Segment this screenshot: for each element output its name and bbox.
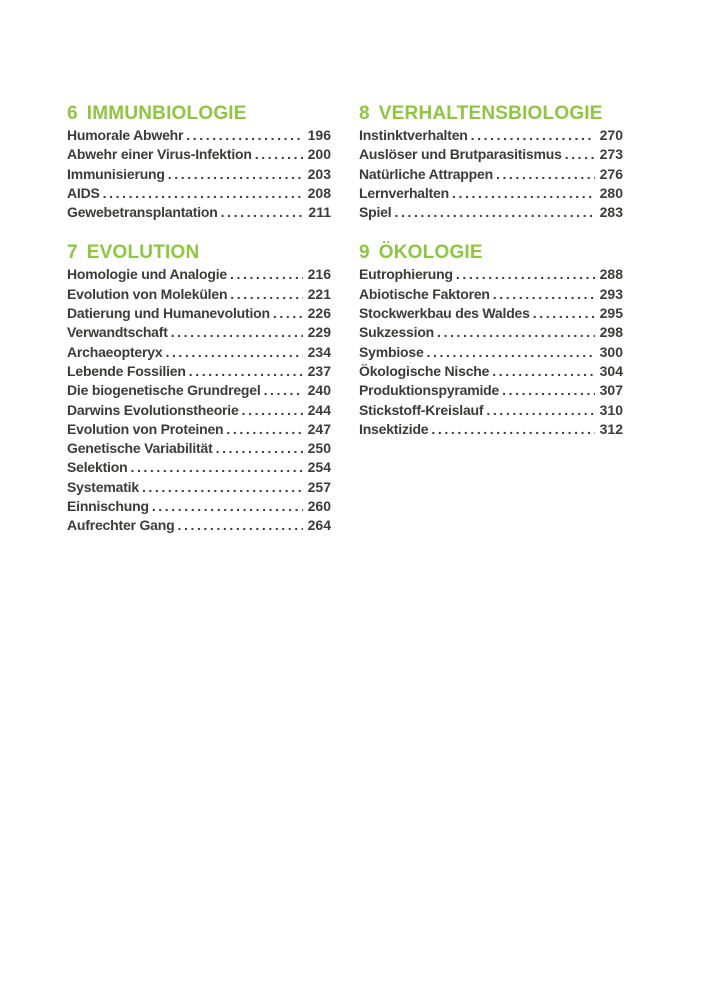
- toc-entry-label: Abiotische Faktoren: [359, 285, 490, 302]
- dot-leader: [242, 401, 303, 420]
- toc-entry: [67, 420, 331, 439]
- toc-entry-label: Stickstoff-Kreislauf: [359, 401, 484, 418]
- dot-leader: [427, 343, 595, 362]
- toc-entry-page-number: 234: [307, 343, 331, 360]
- toc-entry: [67, 304, 331, 323]
- toc-entry-page-number: 280: [599, 184, 623, 201]
- toc-entry: [359, 165, 623, 184]
- dot-leader: [168, 165, 303, 184]
- toc-section-verhaltensbiologie: [359, 104, 623, 222]
- toc-entry-label: Selektion: [67, 459, 128, 476]
- dot-leader: [177, 516, 303, 535]
- toc-entry-page-number: 244: [307, 401, 331, 418]
- dot-leader: [186, 126, 303, 145]
- toc-entry-page-number: 208: [307, 184, 331, 201]
- toc-entry-page-number: 240: [307, 382, 331, 399]
- toc-entry-label: Ökologische Nische: [359, 362, 490, 379]
- toc-entry-label: Datierung und Humanevolution: [67, 305, 270, 322]
- toc-entry: [67, 285, 331, 304]
- toc-entry: [359, 184, 623, 203]
- toc-entry-label: Auslöser und Brutparasitismus: [359, 146, 562, 163]
- toc-entry-page-number: 221: [307, 285, 331, 302]
- toc-entry-page-number: 211: [308, 204, 331, 221]
- toc-entry-label: Einnischung: [67, 498, 149, 515]
- toc-entry-page-number: 254: [307, 459, 331, 476]
- dot-leader: [496, 165, 595, 184]
- dot-leader: [142, 478, 303, 497]
- toc-entry-page-number: 300: [599, 343, 623, 360]
- dot-leader: [230, 285, 303, 304]
- toc-entry: [67, 381, 331, 400]
- toc-entry-page-number: 312: [599, 420, 623, 437]
- toc-entry-page-number: 229: [307, 324, 331, 341]
- toc-entry-label: Darwins Evolutionstheorie: [67, 401, 239, 418]
- dot-leader: [437, 323, 595, 342]
- toc-entry: [67, 458, 331, 477]
- toc-entry-label: Spiel: [359, 204, 392, 221]
- dot-leader: [452, 184, 595, 203]
- dot-leader: [394, 203, 595, 222]
- toc-entry-label: Humorale Abwehr: [67, 127, 184, 143]
- toc-entry: [359, 343, 623, 362]
- toc-entry-label: AIDS: [67, 184, 100, 201]
- toc-entry: [67, 478, 331, 497]
- toc-entry-label: Insektizide: [359, 420, 429, 437]
- toc-entry-label: Produktionspyramide: [359, 382, 500, 399]
- toc-entry: [67, 126, 331, 145]
- toc-entry-list: [67, 126, 331, 222]
- toc-entry: [67, 323, 331, 342]
- toc-entry-page-number: 257: [307, 478, 331, 495]
- toc-section-evolution: [67, 243, 331, 535]
- section-title: VERHALTENSBIOLOGIE: [378, 103, 603, 124]
- toc-entry-page-number: 310: [599, 401, 623, 418]
- toc-entry-list: [359, 265, 623, 439]
- dot-leader: [165, 343, 303, 362]
- toc-entry-page-number: 307: [599, 382, 623, 399]
- toc-entry-label: Evolution von Proteinen: [67, 420, 224, 437]
- toc-entry: [359, 323, 623, 342]
- toc-entry-label: Homologie und Analogie: [67, 266, 227, 283]
- dot-leader: [226, 420, 303, 439]
- dot-leader: [486, 401, 595, 420]
- dot-leader: [533, 304, 595, 323]
- dot-leader: [264, 381, 303, 400]
- toc-entry: [67, 497, 331, 516]
- toc-column-right: [359, 104, 623, 439]
- dot-leader: [130, 458, 303, 477]
- toc-entry-page-number: 270: [599, 127, 623, 143]
- dot-leader: [456, 265, 595, 284]
- dot-leader: [171, 323, 303, 342]
- toc-entry-page-number: 288: [599, 266, 623, 283]
- dot-leader: [492, 362, 595, 381]
- toc-entry-page-number: 298: [599, 324, 623, 341]
- dot-leader: [221, 203, 303, 222]
- toc-entry: [359, 203, 623, 222]
- dot-leader: [273, 304, 303, 323]
- toc-entry-page-number: 276: [599, 165, 623, 182]
- dot-leader: [471, 126, 595, 145]
- toc-entry-page-number: 216: [307, 266, 331, 283]
- toc-entry-page-number: 247: [307, 420, 331, 437]
- toc-entry-label: Eutrophierung: [359, 266, 453, 283]
- toc-entry-page-number: 200: [307, 146, 331, 163]
- toc-section-oekologie: [359, 243, 623, 439]
- dot-leader: [502, 381, 595, 400]
- dot-leader: [230, 265, 303, 284]
- toc-entry: [67, 145, 331, 164]
- toc-entry: [67, 265, 331, 284]
- toc-entry-label: Natürliche Attrappen: [359, 165, 493, 182]
- toc-entry: [359, 126, 623, 145]
- section-number: 7: [67, 242, 78, 264]
- toc-entry-label: Aufrechter Gang: [67, 517, 175, 534]
- toc-entry: [359, 420, 623, 439]
- toc-entry: [359, 285, 623, 304]
- dot-leader: [255, 145, 303, 164]
- toc-entry: [67, 362, 331, 381]
- toc-entry-label: Stockwerkbau des Waldes: [359, 305, 530, 322]
- toc-entry-list: [67, 265, 331, 535]
- toc-entry-page-number: 260: [307, 498, 331, 515]
- toc-entry-label: Genetische Variabilität: [67, 440, 213, 457]
- toc-entry: [359, 265, 623, 284]
- toc-entry-page-number: 203: [307, 165, 331, 182]
- section-title: ÖKOLOGIE: [378, 242, 483, 264]
- toc-entry-page-number: 283: [599, 204, 623, 221]
- section-heading: [67, 104, 331, 124]
- toc-entry-label: Gewebetransplantation: [67, 204, 218, 221]
- toc-entry: [359, 304, 623, 323]
- toc-entry-page-number: 295: [599, 305, 623, 322]
- section-heading: [359, 243, 623, 263]
- toc-column-left: [67, 104, 331, 536]
- toc-section-immunbiologie: [67, 104, 331, 222]
- toc-entry-label: Immunisierung: [67, 165, 165, 182]
- toc-entry-page-number: 226: [307, 305, 331, 322]
- toc-entry: [359, 362, 623, 381]
- dot-leader: [493, 285, 595, 304]
- toc-entry-page-number: 293: [599, 285, 623, 302]
- toc-entry: [67, 439, 331, 458]
- toc-entry: [359, 145, 623, 164]
- toc-entry: [67, 184, 331, 203]
- toc-entry-label: Archaeopteryx: [67, 343, 163, 360]
- toc-entry: [67, 516, 331, 535]
- toc-entry: [67, 401, 331, 420]
- section-number: 6: [67, 103, 78, 124]
- dot-leader: [431, 420, 595, 439]
- dot-leader: [103, 184, 303, 203]
- toc-entry: [67, 203, 331, 222]
- toc-entry-label: Lernverhalten: [359, 184, 449, 201]
- section-number: 9: [359, 242, 370, 264]
- toc-entry-label: Systematik: [67, 478, 139, 495]
- dot-leader: [152, 497, 303, 516]
- toc-entry-label: Die biogenetische Grundregel: [67, 382, 261, 399]
- toc-entry: [359, 401, 623, 420]
- section-heading: [359, 104, 623, 124]
- toc-entry-page-number: 196: [307, 127, 331, 143]
- toc-entry-label: Instinktverhalten: [359, 127, 468, 143]
- toc-entry-list: [359, 126, 623, 222]
- section-heading: [67, 243, 331, 263]
- dot-leader: [216, 439, 303, 458]
- toc-entry: [67, 165, 331, 184]
- toc-entry-label: Evolution von Molekülen: [67, 285, 228, 302]
- toc-entry: [359, 381, 623, 400]
- toc-entry: [67, 343, 331, 362]
- toc-entry-label: Abwehr einer Virus-Infektion: [67, 146, 252, 163]
- dot-leader: [565, 145, 595, 164]
- toc-entry-label: Verwandtschaft: [67, 324, 168, 341]
- toc-entry-label: Sukzession: [359, 324, 435, 341]
- section-title: EVOLUTION: [86, 242, 200, 264]
- section-number: 8: [359, 103, 370, 124]
- toc-entry-page-number: 273: [599, 146, 623, 163]
- toc-entry-page-number: 304: [599, 362, 623, 379]
- dot-leader: [189, 362, 303, 381]
- toc-entry-page-number: 264: [307, 517, 331, 534]
- toc-entry-label: Lebende Fossilien: [67, 362, 186, 379]
- section-title: IMMUNBIOLOGIE: [86, 103, 247, 124]
- toc-entry-page-number: 237: [307, 362, 331, 379]
- toc-entry-label: Symbiose: [359, 343, 424, 360]
- toc-entry-page-number: 250: [307, 440, 331, 457]
